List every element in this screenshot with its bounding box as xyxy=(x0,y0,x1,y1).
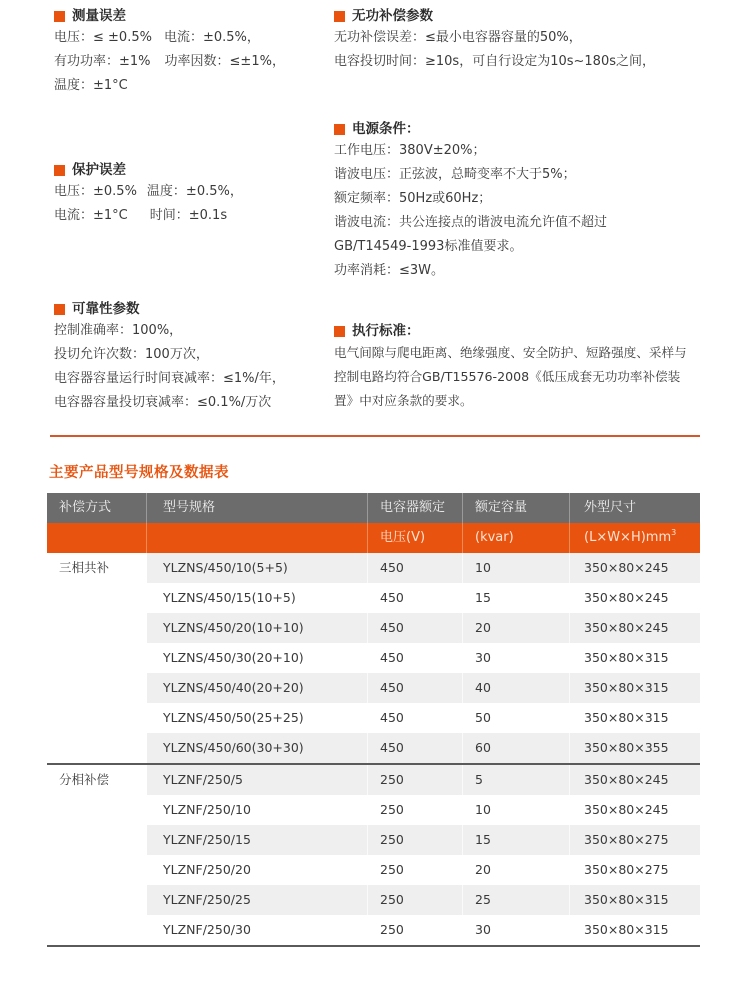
table-row xyxy=(47,795,700,825)
model-cell: YLZNF/250/20 xyxy=(163,862,251,877)
table-row xyxy=(47,825,700,855)
text-line: 工作电压：380V±20%； xyxy=(334,143,486,158)
section-title-text: 无功补偿参数 xyxy=(352,8,433,24)
capacity-cell: 15 xyxy=(463,825,570,855)
text-line: 控制准确率：100%， xyxy=(54,323,183,338)
unit-text: (L×W×H)mm xyxy=(584,530,672,545)
capacity-cell: 30 xyxy=(475,922,491,937)
text-line xyxy=(54,50,285,74)
capacity-cell: 30 xyxy=(475,650,491,665)
section-standards xyxy=(334,321,687,413)
section-title-text: 测量误差 xyxy=(72,8,126,24)
dimension-cell: 350×80×275 xyxy=(570,825,700,855)
model-cell: YLZNF/250/30 xyxy=(163,922,251,937)
model-cell: YLZNS/450/60(30+30) xyxy=(147,733,368,763)
header-unit-cell: (kvar) xyxy=(463,523,570,553)
text-item: 温度：±0.5%， xyxy=(146,184,243,199)
table-header-row xyxy=(47,493,700,523)
text-line: 无功补偿误差：≤最小电容器容量的50%， xyxy=(334,30,582,45)
group-separator xyxy=(47,945,700,947)
table-row xyxy=(47,733,700,763)
voltage-cell: 250 xyxy=(380,922,404,937)
section-title-text: 电源条件： xyxy=(352,121,420,137)
dimension-cell: 350×80×245 xyxy=(584,590,669,605)
text-item: 温度：±1°C xyxy=(54,78,128,93)
compensation-type-cell: 分相补偿 xyxy=(47,765,147,795)
voltage-cell: 250 xyxy=(368,765,463,795)
header-unit-cell xyxy=(570,523,700,553)
text-line: 电容投切时间：≥10s，可自行设定为10s~180s之间， xyxy=(334,54,656,69)
compensation-type-cell xyxy=(47,583,147,613)
text-line: 投切允许次数：100万次， xyxy=(54,347,209,362)
section-protection-error xyxy=(54,160,243,228)
section-title xyxy=(54,160,243,180)
square-bullet-icon xyxy=(54,304,65,315)
section-reliability xyxy=(54,299,285,415)
text-item: 有功功率：±1% xyxy=(54,54,151,69)
voltage-cell: 250 xyxy=(380,802,404,817)
section-title xyxy=(54,6,285,26)
dimension-cell: 350×80×315 xyxy=(570,673,700,703)
capacity-cell: 10 xyxy=(475,802,491,817)
compensation-type-cell xyxy=(47,795,147,825)
model-cell: YLZNF/250/15 xyxy=(147,825,368,855)
model-cell: YLZNS/450/40(20+20) xyxy=(147,673,368,703)
text-line: 电容器容量运行时间衰减率：≤1%/年， xyxy=(54,371,285,386)
section-measurement-error xyxy=(54,6,285,98)
header-cell: 额定容量 xyxy=(463,493,570,523)
dimension-cell: 350×80×315 xyxy=(584,922,669,937)
model-cell: YLZNF/250/5 xyxy=(147,765,368,795)
header-unit-cell xyxy=(47,523,147,553)
capacity-cell: 50 xyxy=(475,710,491,725)
capacity-cell: 60 xyxy=(463,733,570,763)
text-line xyxy=(54,180,243,204)
section-title-text: 可靠性参数 xyxy=(72,301,140,317)
text-line: 谐波电流：共公连接点的谐波电流允许值不超过 xyxy=(334,215,608,230)
compensation-type-cell xyxy=(47,643,147,673)
dimension-cell: 350×80×315 xyxy=(584,710,669,725)
header-cell: 外型尺寸 xyxy=(570,493,700,523)
compensation-type-cell xyxy=(47,613,147,643)
dimension-cell: 350×80×245 xyxy=(584,802,669,817)
text-line: 功率消耗：≤3W。 xyxy=(334,263,445,278)
voltage-cell: 250 xyxy=(368,885,463,915)
square-bullet-icon xyxy=(334,326,345,337)
table-header-unit-row xyxy=(47,523,700,553)
compensation-type-cell xyxy=(47,703,147,733)
voltage-cell: 450 xyxy=(380,590,404,605)
text-line: 置》中对应条款的要求。 xyxy=(334,393,473,408)
compensation-type-cell xyxy=(47,733,147,763)
dimension-cell: 350×80×245 xyxy=(570,765,700,795)
table-row xyxy=(47,765,700,795)
model-cell: YLZNS/450/10(5+5) xyxy=(147,553,368,583)
square-bullet-icon xyxy=(54,11,65,22)
compensation-type-cell xyxy=(47,825,147,855)
section-title xyxy=(334,119,607,139)
dimension-cell: 350×80×315 xyxy=(584,650,669,665)
model-cell: YLZNS/450/20(10+10) xyxy=(147,613,368,643)
text-line: GB/T14549-1993标准值要求。 xyxy=(334,239,523,254)
section-title xyxy=(334,321,687,341)
text-line xyxy=(54,74,285,98)
section-title xyxy=(334,6,655,26)
text-line xyxy=(54,26,285,50)
voltage-cell: 450 xyxy=(380,710,404,725)
compensation-type-cell xyxy=(47,855,147,885)
section-reactive-compensation xyxy=(334,6,655,74)
text-line: 谐波电压：正弦波，总畸变率不大于5%； xyxy=(334,167,576,182)
voltage-cell: 450 xyxy=(368,673,463,703)
compensation-type-cell xyxy=(47,885,147,915)
header-unit-cell: 电压(V) xyxy=(368,523,463,553)
capacity-cell: 5 xyxy=(463,765,570,795)
compensation-type-cell: 三相共补 xyxy=(47,553,147,583)
section-title-text: 保护误差 xyxy=(72,162,126,178)
model-cell: YLZNF/250/25 xyxy=(147,885,368,915)
table-row xyxy=(47,613,700,643)
voltage-cell: 450 xyxy=(380,650,404,665)
text-item: 功率因数：≤±1%， xyxy=(164,54,285,69)
text-line: 电容器容量投切衰减率：≤0.1%/万次 xyxy=(54,395,272,410)
text-item: 电流：±1°C xyxy=(54,208,128,223)
header-cell: 型号规格 xyxy=(147,493,368,523)
capacity-cell: 20 xyxy=(463,613,570,643)
capacity-cell: 25 xyxy=(463,885,570,915)
voltage-cell: 250 xyxy=(368,825,463,855)
table-row xyxy=(47,915,700,945)
table-row xyxy=(47,885,700,915)
table-body xyxy=(47,553,700,947)
table-row xyxy=(47,643,700,673)
header-unit-cell xyxy=(147,523,368,553)
table-row xyxy=(47,553,700,583)
voltage-cell: 250 xyxy=(380,862,404,877)
dimension-cell: 350×80×315 xyxy=(570,885,700,915)
table-row xyxy=(47,855,700,885)
section-power-conditions xyxy=(334,119,607,283)
section-divider xyxy=(50,435,700,437)
square-bullet-icon xyxy=(334,124,345,135)
section-title-text: 执行标准： xyxy=(352,323,420,339)
model-cell: YLZNS/450/15(10+5) xyxy=(163,590,296,605)
voltage-cell: 450 xyxy=(368,613,463,643)
table-row xyxy=(47,703,700,733)
dimension-cell: 350×80×245 xyxy=(570,613,700,643)
unit-superscript: 3 xyxy=(671,528,677,537)
table-row xyxy=(47,673,700,703)
table-title: 主要产品型号规格及数据表 xyxy=(49,465,229,481)
square-bullet-icon xyxy=(334,11,345,22)
text-line xyxy=(54,204,243,228)
text-item: 电压：≤ ±0.5% xyxy=(54,30,152,45)
model-cell: YLZNF/250/10 xyxy=(163,802,251,817)
header-cell: 补偿方式 xyxy=(47,493,147,523)
dimension-cell: 350×80×355 xyxy=(570,733,700,763)
section-title xyxy=(54,299,285,319)
text-line: 额定频率：50Hz或60Hz； xyxy=(334,191,492,206)
header-cell: 电容器额定 xyxy=(368,493,463,523)
table-row xyxy=(47,583,700,613)
voltage-cell: 450 xyxy=(368,553,463,583)
compensation-type-cell xyxy=(47,673,147,703)
capacity-cell: 15 xyxy=(475,590,491,605)
spec-table xyxy=(47,493,700,947)
model-cell: YLZNS/450/30(20+10) xyxy=(163,650,304,665)
dimension-cell: 350×80×275 xyxy=(584,862,669,877)
text-item: 电压：±0.5% xyxy=(54,184,137,199)
compensation-type-cell xyxy=(47,915,147,945)
text-item: 电流：±0.5%， xyxy=(163,30,260,45)
text-line: 控制电路均符合GB/T15576-2008《低压成套无功功率补偿装 xyxy=(334,369,681,384)
text-item: 时间：±0.1s xyxy=(149,208,228,223)
square-bullet-icon xyxy=(54,165,65,176)
text-line: 电气间隙与爬电距离、绝缘强度、安全防护、短路强度、采样与 xyxy=(334,345,687,360)
capacity-cell: 10 xyxy=(463,553,570,583)
voltage-cell: 450 xyxy=(368,733,463,763)
capacity-cell: 20 xyxy=(475,862,491,877)
dimension-cell: 350×80×245 xyxy=(570,553,700,583)
capacity-cell: 40 xyxy=(463,673,570,703)
model-cell: YLZNS/450/50(25+25) xyxy=(163,710,304,725)
